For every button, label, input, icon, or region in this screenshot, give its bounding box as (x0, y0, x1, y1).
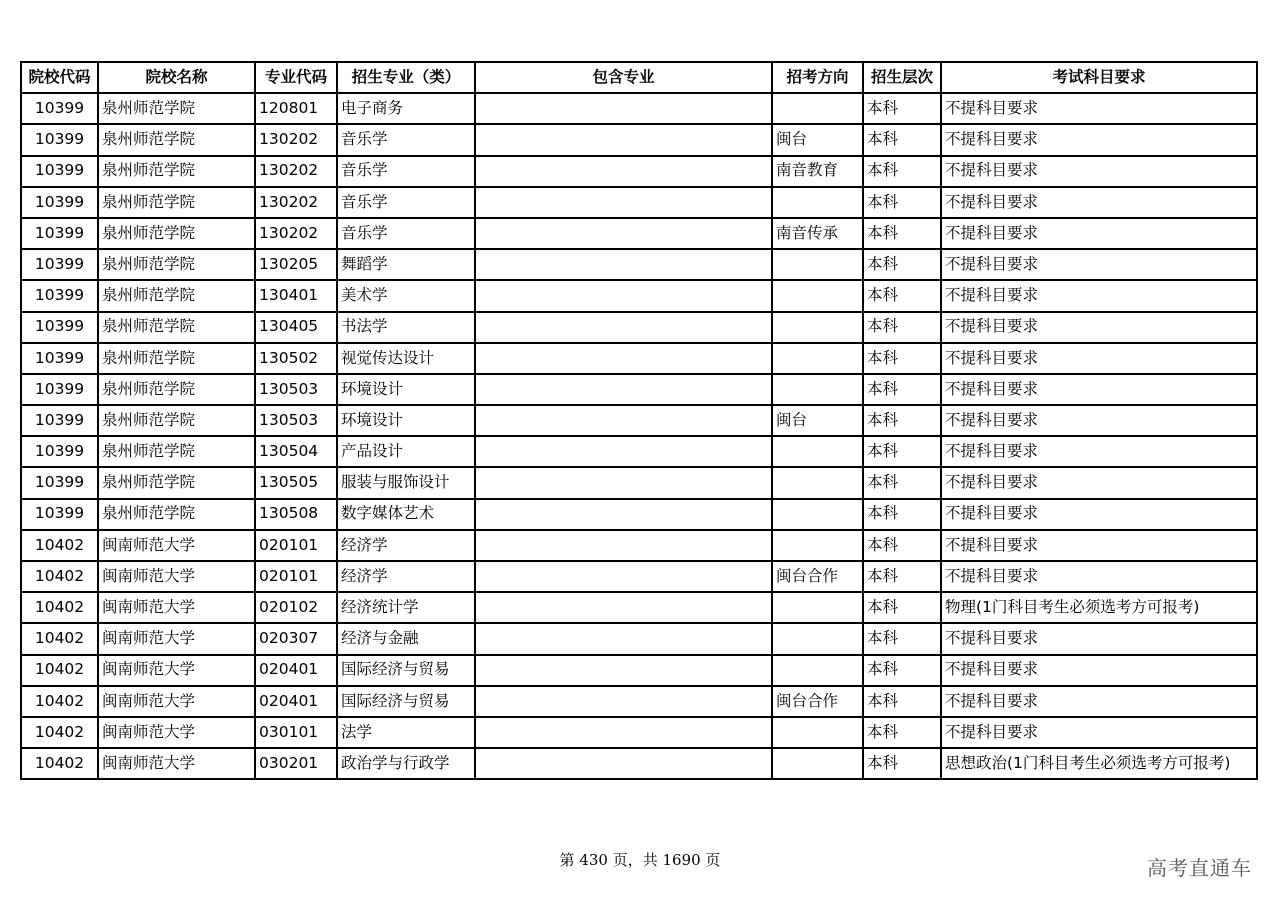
major-name-cell: 环境设计 (337, 405, 475, 436)
subject-requirement-cell: 不提科目要求 (941, 374, 1257, 405)
included-majors-cell (475, 343, 772, 374)
school-code-cell: 10399 (21, 218, 98, 249)
included-majors-cell (475, 655, 772, 686)
major-name-cell: 经济学 (337, 561, 475, 592)
school-name-cell: 泉州师范学院 (98, 156, 255, 187)
school-code-cell: 10399 (21, 499, 98, 530)
school-name-cell: 闽南师范大学 (98, 686, 255, 717)
header-school-code: 院校代码 (21, 62, 98, 93)
table-row (21, 436, 1257, 467)
direction-cell (772, 467, 863, 498)
header-included-majors: 包含专业 (475, 62, 772, 93)
level-cell: 本科 (863, 187, 941, 218)
subject-requirement-cell: 不提科目要求 (941, 249, 1257, 280)
direction-cell (772, 312, 863, 343)
included-majors-cell (475, 748, 772, 779)
major-code-cell: 020101 (255, 561, 337, 592)
major-code-cell: 020307 (255, 623, 337, 654)
major-code-cell: 020401 (255, 655, 337, 686)
included-majors-cell (475, 156, 772, 187)
school-name-cell: 闽南师范大学 (98, 592, 255, 623)
major-name-cell: 经济学 (337, 530, 475, 561)
school-code-cell: 10399 (21, 343, 98, 374)
school-code-cell: 10399 (21, 280, 98, 311)
header-direction: 招考方向 (772, 62, 863, 93)
subject-requirement-cell: 不提科目要求 (941, 499, 1257, 530)
table-row (21, 249, 1257, 280)
school-name-cell: 泉州师范学院 (98, 374, 255, 405)
included-majors-cell (475, 499, 772, 530)
major-code-cell: 130202 (255, 187, 337, 218)
level-cell: 本科 (863, 467, 941, 498)
table-row (21, 623, 1257, 654)
school-name-cell: 闽南师范大学 (98, 655, 255, 686)
subject-requirement-cell: 不提科目要求 (941, 124, 1257, 155)
major-code-cell: 020101 (255, 530, 337, 561)
school-code-cell: 10402 (21, 686, 98, 717)
major-name-cell: 产品设计 (337, 436, 475, 467)
school-code-cell: 10399 (21, 405, 98, 436)
page-number: 第 430 页，共 1690 页 (559, 851, 721, 869)
subject-requirement-cell: 不提科目要求 (941, 280, 1257, 311)
table-row (21, 124, 1257, 155)
subject-requirement-cell: 不提科目要求 (941, 343, 1257, 374)
subject-requirement-cell: 不提科目要求 (941, 218, 1257, 249)
major-code-cell: 130202 (255, 124, 337, 155)
included-majors-cell (475, 686, 772, 717)
table-row (21, 280, 1257, 311)
school-code-cell: 10402 (21, 655, 98, 686)
level-cell: 本科 (863, 93, 941, 124)
subject-requirement-cell: 不提科目要求 (941, 436, 1257, 467)
subject-requirement-cell: 不提科目要求 (941, 405, 1257, 436)
major-code-cell: 130401 (255, 280, 337, 311)
major-name-cell: 美术学 (337, 280, 475, 311)
header-school-name: 院校名称 (98, 62, 255, 93)
school-name-cell: 泉州师范学院 (98, 218, 255, 249)
direction-cell: 南音教育 (772, 156, 863, 187)
direction-cell (772, 280, 863, 311)
school-name-cell: 闽南师范大学 (98, 561, 255, 592)
level-cell: 本科 (863, 748, 941, 779)
subject-requirement-cell: 不提科目要求 (941, 686, 1257, 717)
school-name-cell: 闽南师范大学 (98, 530, 255, 561)
direction-cell (772, 592, 863, 623)
subject-requirement-cell: 不提科目要求 (941, 561, 1257, 592)
direction-cell (772, 530, 863, 561)
table-row (21, 748, 1257, 779)
level-cell: 本科 (863, 156, 941, 187)
major-name-cell: 政治学与行政学 (337, 748, 475, 779)
school-code-cell: 10402 (21, 561, 98, 592)
school-code-cell: 10402 (21, 530, 98, 561)
major-name-cell: 数字媒体艺术 (337, 499, 475, 530)
major-name-cell: 音乐学 (337, 124, 475, 155)
table-row (21, 467, 1257, 498)
major-code-cell: 130202 (255, 156, 337, 187)
school-code-cell: 10399 (21, 187, 98, 218)
school-code-cell: 10402 (21, 592, 98, 623)
major-code-cell: 130503 (255, 374, 337, 405)
table-row (21, 592, 1257, 623)
school-name-cell: 泉州师范学院 (98, 499, 255, 530)
school-name-cell: 闽南师范大学 (98, 623, 255, 654)
major-name-cell: 音乐学 (337, 218, 475, 249)
direction-cell (772, 623, 863, 654)
level-cell: 本科 (863, 655, 941, 686)
included-majors-cell (475, 592, 772, 623)
subject-requirement-cell: 不提科目要求 (941, 156, 1257, 187)
school-name-cell: 泉州师范学院 (98, 436, 255, 467)
direction-cell (772, 717, 863, 748)
major-code-cell: 130503 (255, 405, 337, 436)
major-name-cell: 音乐学 (337, 187, 475, 218)
school-name-cell: 泉州师范学院 (98, 343, 255, 374)
major-code-cell: 130405 (255, 312, 337, 343)
level-cell: 本科 (863, 312, 941, 343)
school-name-cell: 闽南师范大学 (98, 717, 255, 748)
table-row (21, 156, 1257, 187)
major-name-cell: 法学 (337, 717, 475, 748)
subject-requirement-cell: 不提科目要求 (941, 623, 1257, 654)
major-code-cell: 130502 (255, 343, 337, 374)
major-name-cell: 音乐学 (337, 156, 475, 187)
included-majors-cell (475, 187, 772, 218)
level-cell: 本科 (863, 374, 941, 405)
included-majors-cell (475, 249, 772, 280)
subject-requirement-cell: 不提科目要求 (941, 655, 1257, 686)
direction-cell (772, 748, 863, 779)
subject-requirement-cell: 不提科目要求 (941, 312, 1257, 343)
table-row (21, 374, 1257, 405)
major-name-cell: 环境设计 (337, 374, 475, 405)
included-majors-cell (475, 218, 772, 249)
table-row (21, 405, 1257, 436)
school-code-cell: 10399 (21, 467, 98, 498)
level-cell: 本科 (863, 218, 941, 249)
level-cell: 本科 (863, 686, 941, 717)
table-header-row (21, 62, 1257, 93)
level-cell: 本科 (863, 717, 941, 748)
direction-cell: 南音传承 (772, 218, 863, 249)
direction-cell (772, 343, 863, 374)
direction-cell (772, 374, 863, 405)
table-row (21, 561, 1257, 592)
level-cell: 本科 (863, 530, 941, 561)
included-majors-cell (475, 374, 772, 405)
school-code-cell: 10399 (21, 156, 98, 187)
subject-requirement-cell: 物理(1门科目考生必须选考方可报考) (941, 592, 1257, 623)
major-name-cell: 经济与金融 (337, 623, 475, 654)
level-cell: 本科 (863, 280, 941, 311)
table-row (21, 717, 1257, 748)
school-code-cell: 10402 (21, 748, 98, 779)
level-cell: 本科 (863, 436, 941, 467)
included-majors-cell (475, 530, 772, 561)
subject-requirement-cell: 不提科目要求 (941, 187, 1257, 218)
major-code-cell: 130505 (255, 467, 337, 498)
school-name-cell: 泉州师范学院 (98, 93, 255, 124)
direction-cell: 闽台 (772, 124, 863, 155)
major-name-cell: 服装与服饰设计 (337, 467, 475, 498)
included-majors-cell (475, 623, 772, 654)
table-row (21, 343, 1257, 374)
table-row (21, 655, 1257, 686)
school-name-cell: 泉州师范学院 (98, 467, 255, 498)
included-majors-cell (475, 280, 772, 311)
level-cell: 本科 (863, 343, 941, 374)
school-code-cell: 10399 (21, 249, 98, 280)
school-name-cell: 泉州师范学院 (98, 405, 255, 436)
school-name-cell: 泉州师范学院 (98, 249, 255, 280)
level-cell: 本科 (863, 405, 941, 436)
table-row (21, 187, 1257, 218)
included-majors-cell (475, 717, 772, 748)
major-code-cell: 130508 (255, 499, 337, 530)
direction-cell (772, 249, 863, 280)
direction-cell (772, 436, 863, 467)
direction-cell (772, 187, 863, 218)
included-majors-cell (475, 436, 772, 467)
school-name-cell: 闽南师范大学 (98, 748, 255, 779)
major-code-cell: 020401 (255, 686, 337, 717)
school-code-cell: 10402 (21, 717, 98, 748)
table-row (21, 686, 1257, 717)
major-code-cell: 130205 (255, 249, 337, 280)
level-cell: 本科 (863, 592, 941, 623)
school-name-cell: 泉州师范学院 (98, 124, 255, 155)
major-name-cell: 国际经济与贸易 (337, 655, 475, 686)
school-name-cell: 泉州师范学院 (98, 187, 255, 218)
school-name-cell: 泉州师范学院 (98, 280, 255, 311)
major-name-cell: 经济统计学 (337, 592, 475, 623)
subject-requirement-cell: 不提科目要求 (941, 467, 1257, 498)
table-row (21, 530, 1257, 561)
admissions-table (20, 61, 1258, 780)
major-name-cell: 书法学 (337, 312, 475, 343)
major-code-cell: 030101 (255, 717, 337, 748)
school-code-cell: 10399 (21, 374, 98, 405)
major-name-cell: 视觉传达设计 (337, 343, 475, 374)
level-cell: 本科 (863, 623, 941, 654)
school-code-cell: 10399 (21, 93, 98, 124)
subject-requirement-cell: 不提科目要求 (941, 93, 1257, 124)
school-name-cell: 泉州师范学院 (98, 312, 255, 343)
table-row (21, 218, 1257, 249)
direction-cell (772, 499, 863, 530)
header-major-name: 招生专业（类） (337, 62, 475, 93)
direction-cell: 闽台合作 (772, 686, 863, 717)
major-name-cell: 电子商务 (337, 93, 475, 124)
major-code-cell: 130202 (255, 218, 337, 249)
school-code-cell: 10402 (21, 623, 98, 654)
level-cell: 本科 (863, 249, 941, 280)
header-major-code: 专业代码 (255, 62, 337, 93)
watermark-logo-text: 高考直通车 (1147, 856, 1252, 880)
subject-requirement-cell: 思想政治(1门科目考生必须选考方可报考) (941, 748, 1257, 779)
included-majors-cell (475, 561, 772, 592)
school-code-cell: 10399 (21, 436, 98, 467)
included-majors-cell (475, 312, 772, 343)
included-majors-cell (475, 467, 772, 498)
level-cell: 本科 (863, 561, 941, 592)
direction-cell: 闽台合作 (772, 561, 863, 592)
major-code-cell: 030201 (255, 748, 337, 779)
subject-requirement-cell: 不提科目要求 (941, 530, 1257, 561)
direction-cell (772, 655, 863, 686)
major-name-cell: 舞蹈学 (337, 249, 475, 280)
table-row (21, 499, 1257, 530)
direction-cell: 闽台 (772, 405, 863, 436)
direction-cell (772, 93, 863, 124)
included-majors-cell (475, 124, 772, 155)
level-cell: 本科 (863, 124, 941, 155)
included-majors-cell (475, 93, 772, 124)
major-code-cell: 120801 (255, 93, 337, 124)
school-code-cell: 10399 (21, 312, 98, 343)
included-majors-cell (475, 405, 772, 436)
table-body (21, 93, 1257, 779)
header-level: 招生层次 (863, 62, 941, 93)
major-code-cell: 020102 (255, 592, 337, 623)
table-row (21, 93, 1257, 124)
header-subject-requirement: 考试科目要求 (941, 62, 1257, 93)
major-name-cell: 国际经济与贸易 (337, 686, 475, 717)
level-cell: 本科 (863, 499, 941, 530)
subject-requirement-cell: 不提科目要求 (941, 717, 1257, 748)
major-code-cell: 130504 (255, 436, 337, 467)
table-row (21, 312, 1257, 343)
school-code-cell: 10399 (21, 124, 98, 155)
